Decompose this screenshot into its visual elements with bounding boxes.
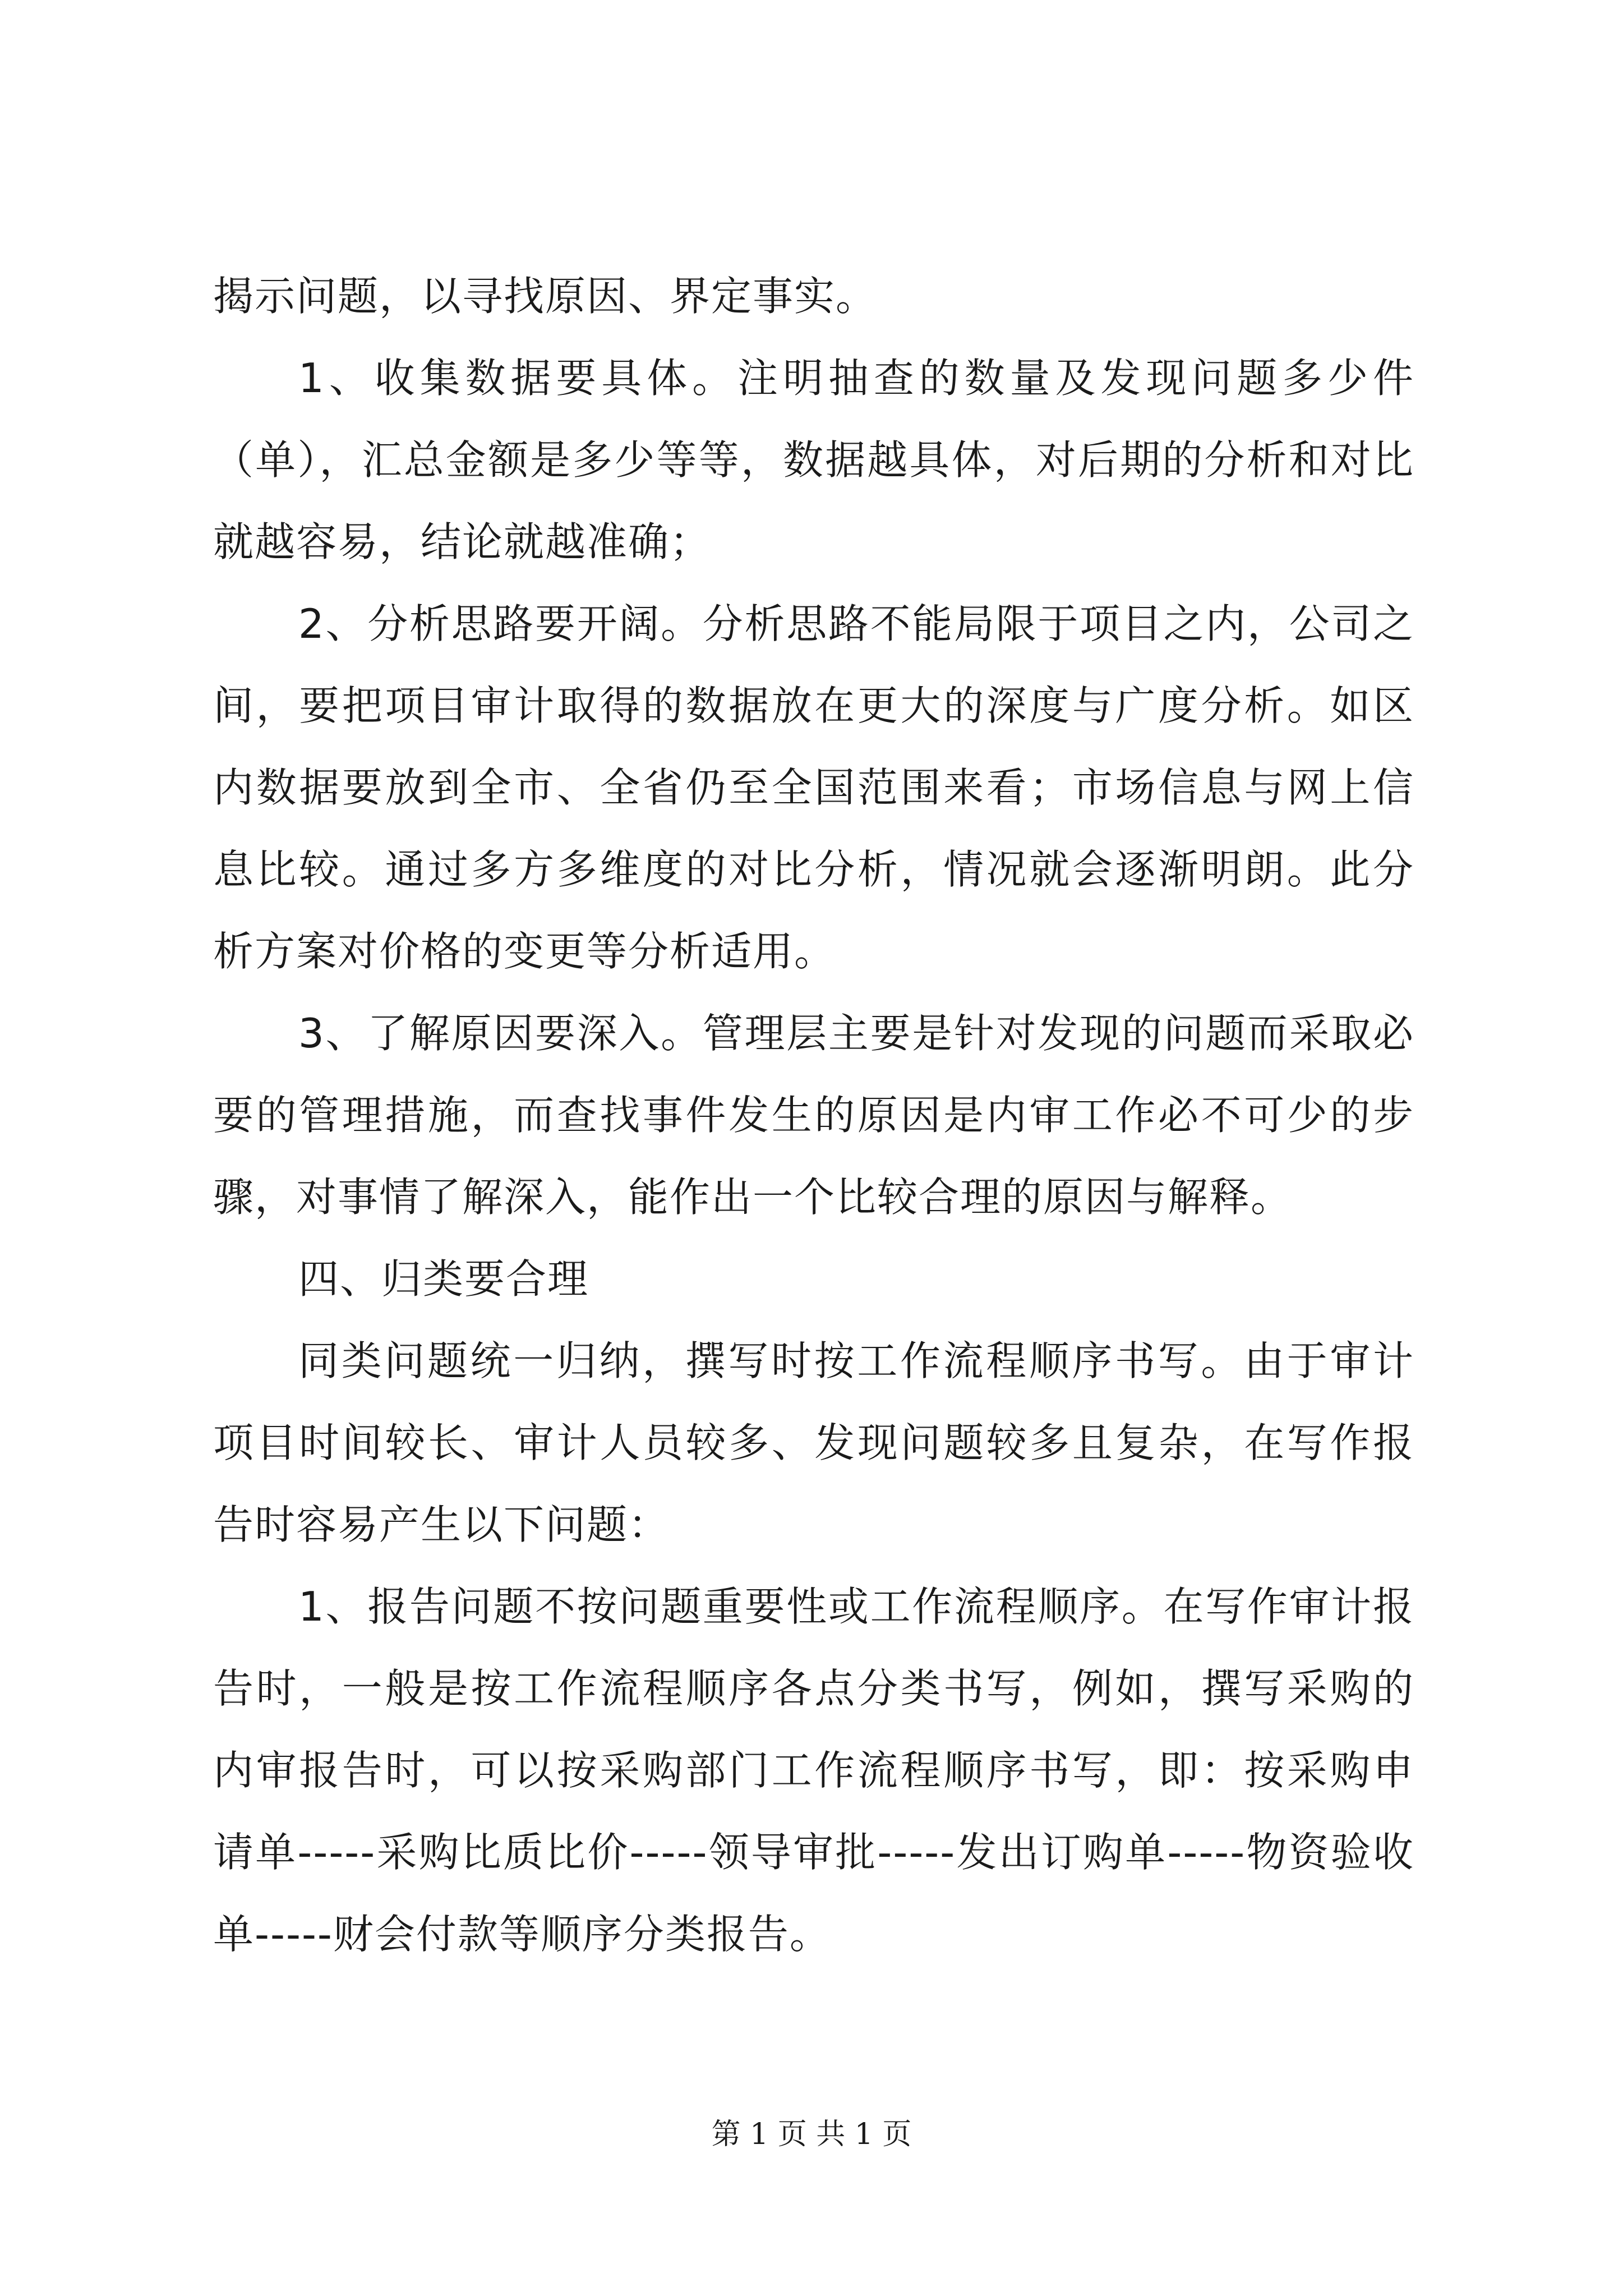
paragraph-6: 1、报告问题不按问题重要性或工作流程顺序。在写作审计报告时，一般是按工作流程顺序各点分类书写，例如，撰写采购的内审报告时，可以按采购部门工作流程顺序书写，即：按采购申请单-----采购比质比价-----领导审批-----发出订购单-----物资验收单-----财会付款等顺序分类报告。 <box>213 1583 1414 1958</box>
paragraph-1: 揭示问题，以寻找原因、界定事实。 <box>213 273 878 320</box>
paragraph-4: 3、了解原因要深入。管理层主要是针对发现的问题而采取必要的管理措施，而查找事件发生的原因是内审工作必不可少的步骤，对事情了解深入，能作出一个比较合理的原因与解释。 <box>213 1010 1414 1221</box>
section-heading: 四、归类要合理 <box>298 1255 589 1303</box>
paragraph-5: 同类问题统一归纳，撰写时按工作流程顺序书写。由于审计项目时间较长、审计人员较多、发现问题较多且复杂，在写作报告时容易产生以下问题： <box>213 1337 1414 1548</box>
page-footer <box>0 2115 1623 2154</box>
document-body <box>213 255 1414 1975</box>
page-number-label: 第 1 页 共 1 页 <box>711 2118 912 2151</box>
paragraph-3: 2、分析思路要开阔。分析思路不能局限于项目之内，公司之间，要把项目审计取得的数据放在更大的深度与广度分析。如区内数据要放到全市、全省仍至全国范围来看；市场信息与网上信息比较。通过多方多维度的对比分析，情况就会逐渐明朗。此分析方案对价格的变更等分析适用。 <box>213 600 1414 975</box>
paragraph-2: 1、收集数据要具体。注明抽查的数量及发现问题多少件（单），汇总金额是多少等等，数据越具体，对后期的分析和对比就越容易，结论就越准确； <box>213 355 1414 565</box>
